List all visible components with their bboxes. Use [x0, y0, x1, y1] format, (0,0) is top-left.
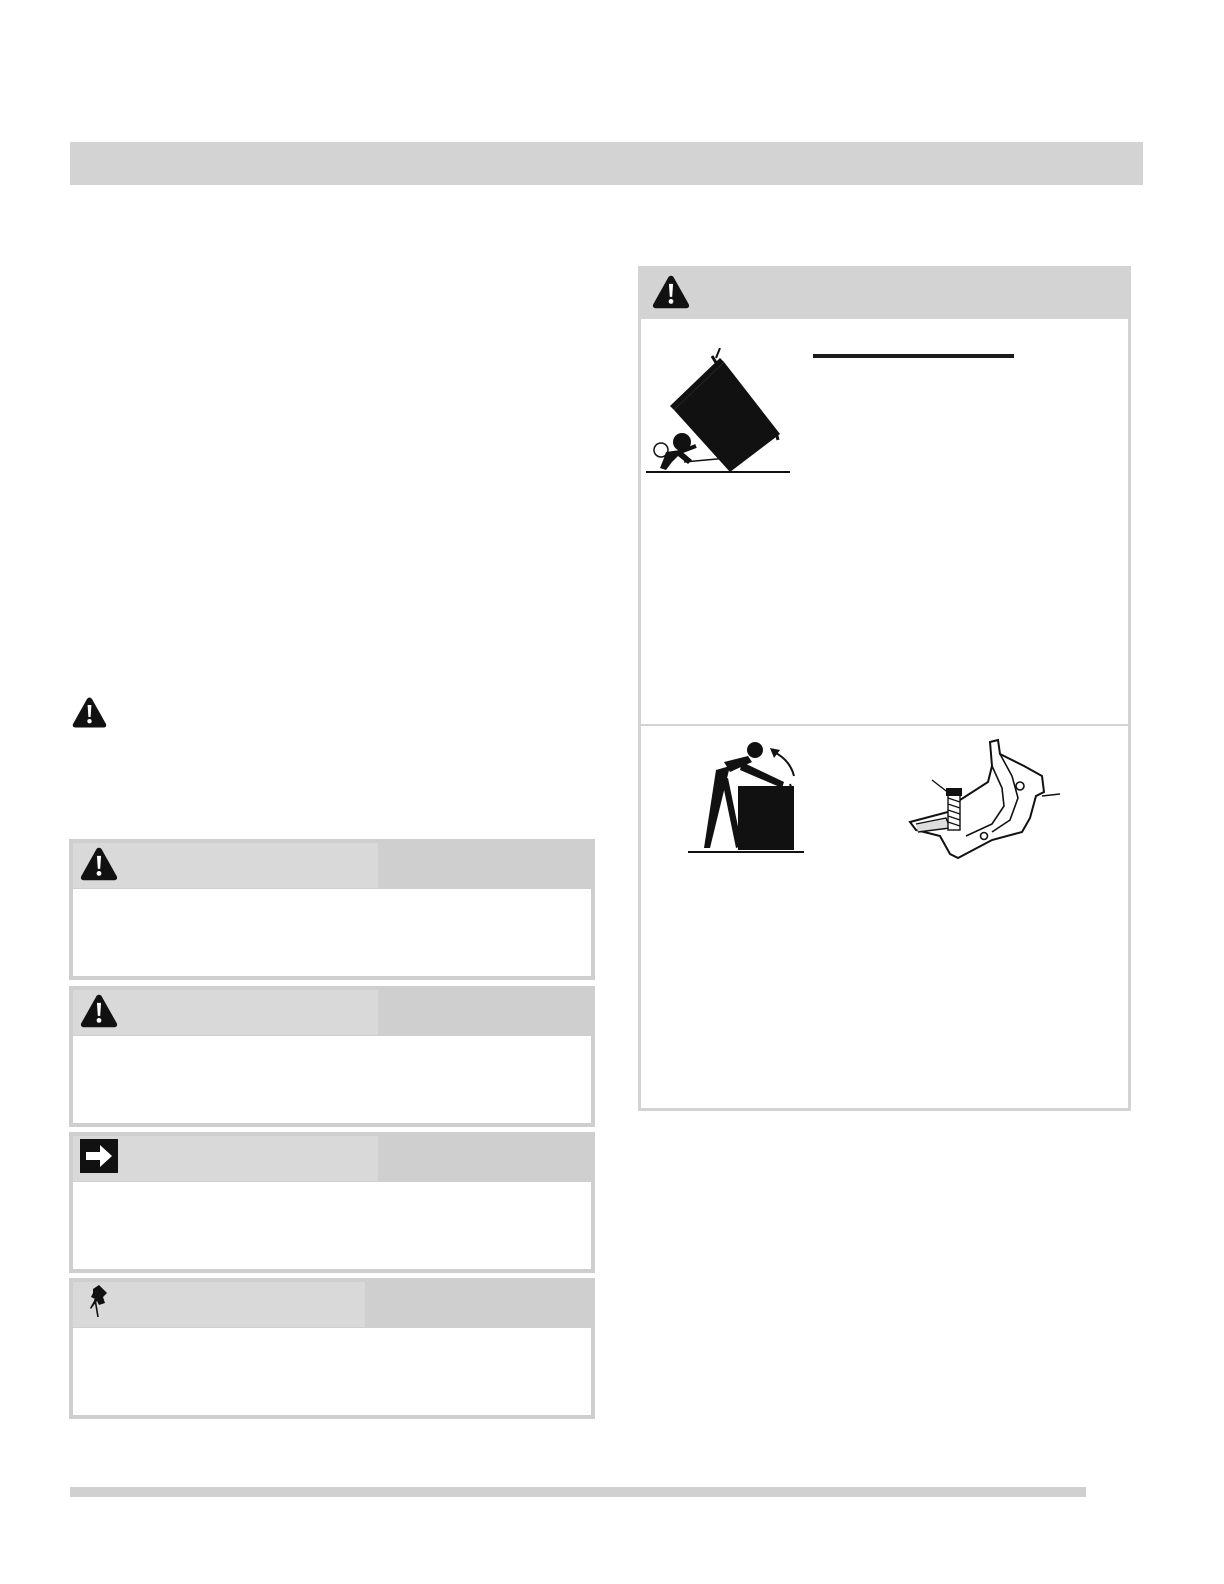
- person-tilting-appliance-illustration: [686, 736, 806, 856]
- anti-tip-bracket-illustration: [906, 736, 1066, 864]
- tip-over-child-illustration: [644, 348, 794, 478]
- warning-triangle-icon: [71, 696, 108, 729]
- panel-header: [638, 266, 1131, 318]
- warning-triangle-icon: [79, 992, 119, 1030]
- warning-triangle-icon: [79, 845, 119, 883]
- pushpin-icon: [85, 1285, 113, 1321]
- notice-box-warning-1: [69, 839, 595, 980]
- header-bar: [70, 142, 1143, 185]
- arrow-right-icon: [80, 1139, 118, 1173]
- warning-triangle-icon: [651, 274, 691, 310]
- notice-box-important: [69, 1132, 595, 1273]
- footer-bar: [70, 1487, 1086, 1497]
- notice-body: [73, 1036, 591, 1123]
- heading-underline: [813, 354, 1014, 358]
- notice-box-warning-2: [69, 986, 595, 1127]
- notice-body: [73, 889, 591, 976]
- notice-body: [73, 1182, 591, 1269]
- notice-box-note: [69, 1278, 595, 1419]
- notice-body: [73, 1328, 591, 1415]
